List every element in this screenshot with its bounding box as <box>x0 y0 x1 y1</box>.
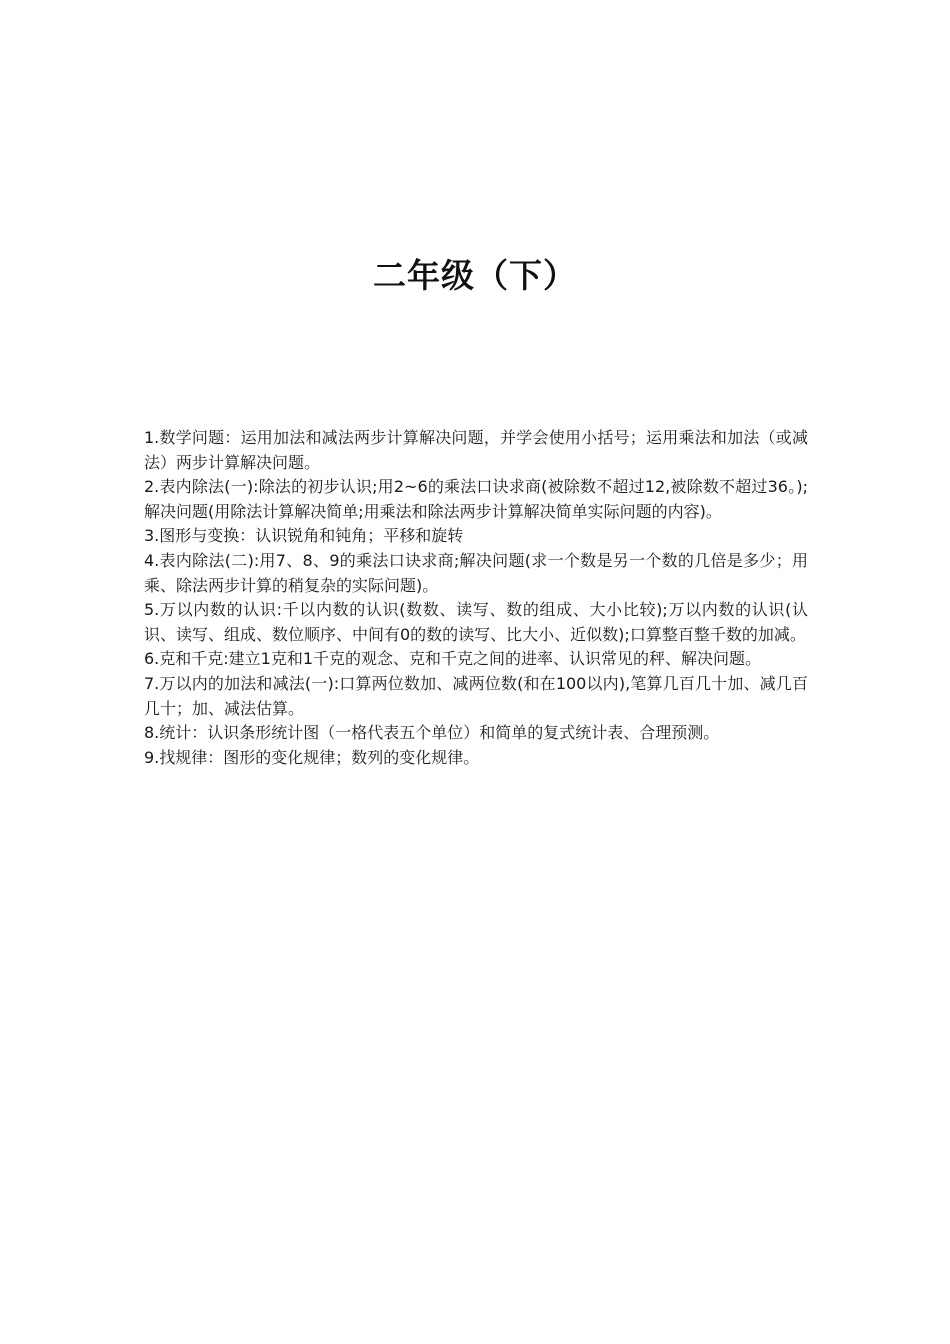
list-item: 4.表内除法(二):用7、8、9的乘法口诀求商;解决问题(求一个数是另一个数的几倍是多少；用乘、除法两步计算的稍复杂的实际问题)。 <box>144 550 808 595</box>
list-item: 2.表内除法(一):除法的初步认识;用2~6的乘法口诀求商(被除数不超过12,被除数不超过36。);解决问题(用除法计算解决简单;用乘法和除法两步计算解决简单实际问题的内容)。 <box>144 477 808 521</box>
list-item: 3.图形与变换：认识锐角和钝角；平移和旋转 <box>144 526 464 546</box>
list-item: 7.万以内的加法和减法(一):口算两位数加、减两位数(和在100以内),笔算几百几十加、减几百几十；加、减法估算。 <box>144 673 808 718</box>
list-item: 1.数学问题：运用加法和减法两步计算解决问题，并学会使用小括号；运用乘法和加法（或减法）两步计算解决问题。 <box>144 428 808 472</box>
list-item: 9.找规律：图形的变化规律；数列的变化规律。 <box>144 747 480 767</box>
list-item: 8.统计：认识条形统计图（一格代表五个单位）和简单的复式统计表、合理预测。 <box>144 723 720 743</box>
content-list <box>144 426 808 770</box>
list-item: 6.克和千克:建立1克和1千克的观念、克和千克之间的进率、认识常见的秤、解决问题。 <box>144 649 762 669</box>
page-title: 二年级（下） <box>373 256 577 295</box>
list-item: 5.万以内数的认识:千以内数的认识(数数、读写、数的组成、大小比较);万以内数的认识(认识、读写、组成、数位顺序、中间有0的数的读写、比大小、近似数);口算整百整千数的加减。 <box>144 600 808 644</box>
